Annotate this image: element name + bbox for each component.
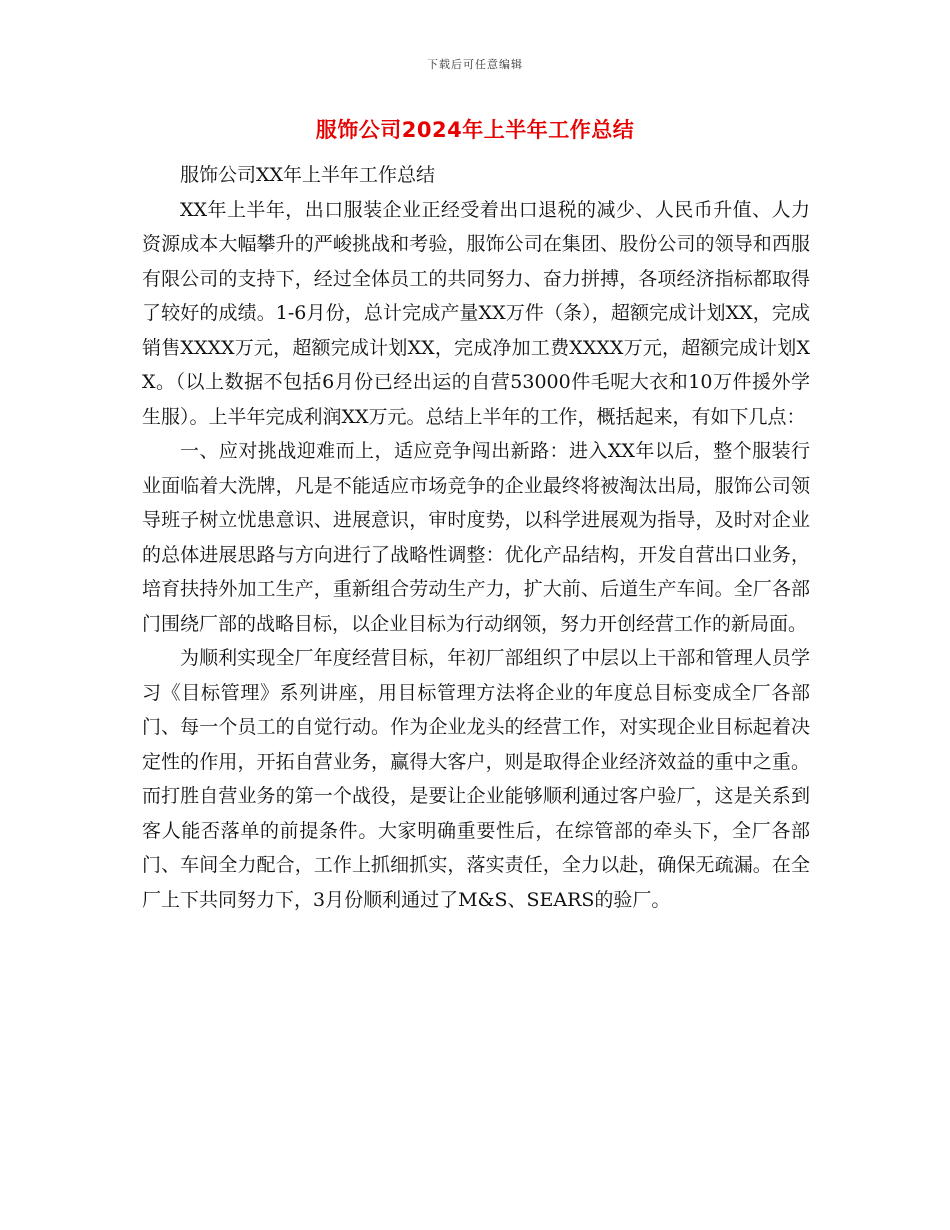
paragraph-overview: XX年上半年，出口服装企业正经受着出口退税的减少、人民币升值、人力资源成本大幅攀升的严峻挑战和考验，服饰公司在集团、股份公司的领导和西服有限公司的支持下，经过全体员工的共同努力、奋力拼搏，各项经济指标都取得了较好的成绩。1-6月份，总计完成产量XX万件（条），超额完成计划XX，完成销售XXXX万元，超额完成计划XX，完成净加工费XXXX万元，超额完成计划XX。（以上数据不包括6月份已经出运的自营53000件毛呢大衣和10万件援外学生服）。上半年完成利润XX万元。总结上半年的工作，概括起来，有如下几点：	[142, 198, 810, 428]
paragraph-subtitle: 服饰公司XX年上半年工作总结	[180, 164, 436, 186]
document-title: 服饰公司2024年上半年工作总结	[315, 118, 635, 142]
header-note: 下载后可任意编辑	[427, 58, 523, 71]
document-body	[142, 158, 810, 917]
paragraph-section-one: 一、应对挑战迎难而上，适应竞争闯出新路：进入XX年以后，整个服装行业面临着大洗牌，凡是不能适应市场竞争的企业最终将被淘汰出局，服饰公司领导班子树立忧患意识、进展意识，审时度势，以科学进展观为指导，及时对企业的总体进展思路与方向进行了战略性调整：优化产品结构，开发自营出口业务，培育扶持外加工生产，重新组合劳动生产力，扩大前、后道生产车间。全厂各部门围绕厂部的战略目标，以企业目标为行动纲领，努力开创经营工作的新局面。	[142, 440, 810, 635]
paragraph-target-management: 为顺利实现全厂年度经营目标，年初厂部组织了中层以上干部和管理人员学习《目标管理》系列讲座，用目标管理方法将企业的年度总目标变成全厂各部门、每一个员工的自觉行动。作为企业龙头的经营工作，对实现企业目标起着决定性的作用，开拓自营业务，赢得大客户，则是取得企业经济效益的重中之重。而打胜自营业务的第一个战役，是要让企业能够顺利通过客户验厂，这是关系到客人能否落单的前提条件。大家明确重要性后，在综管部的牵头下，全厂各部门、车间全力配合，工作上抓细抓实，落实责任，全力以赴，确保无疏漏。在全厂上下共同努力下，3月份顺利通过了M&S、SEARS的验厂。	[142, 647, 810, 911]
